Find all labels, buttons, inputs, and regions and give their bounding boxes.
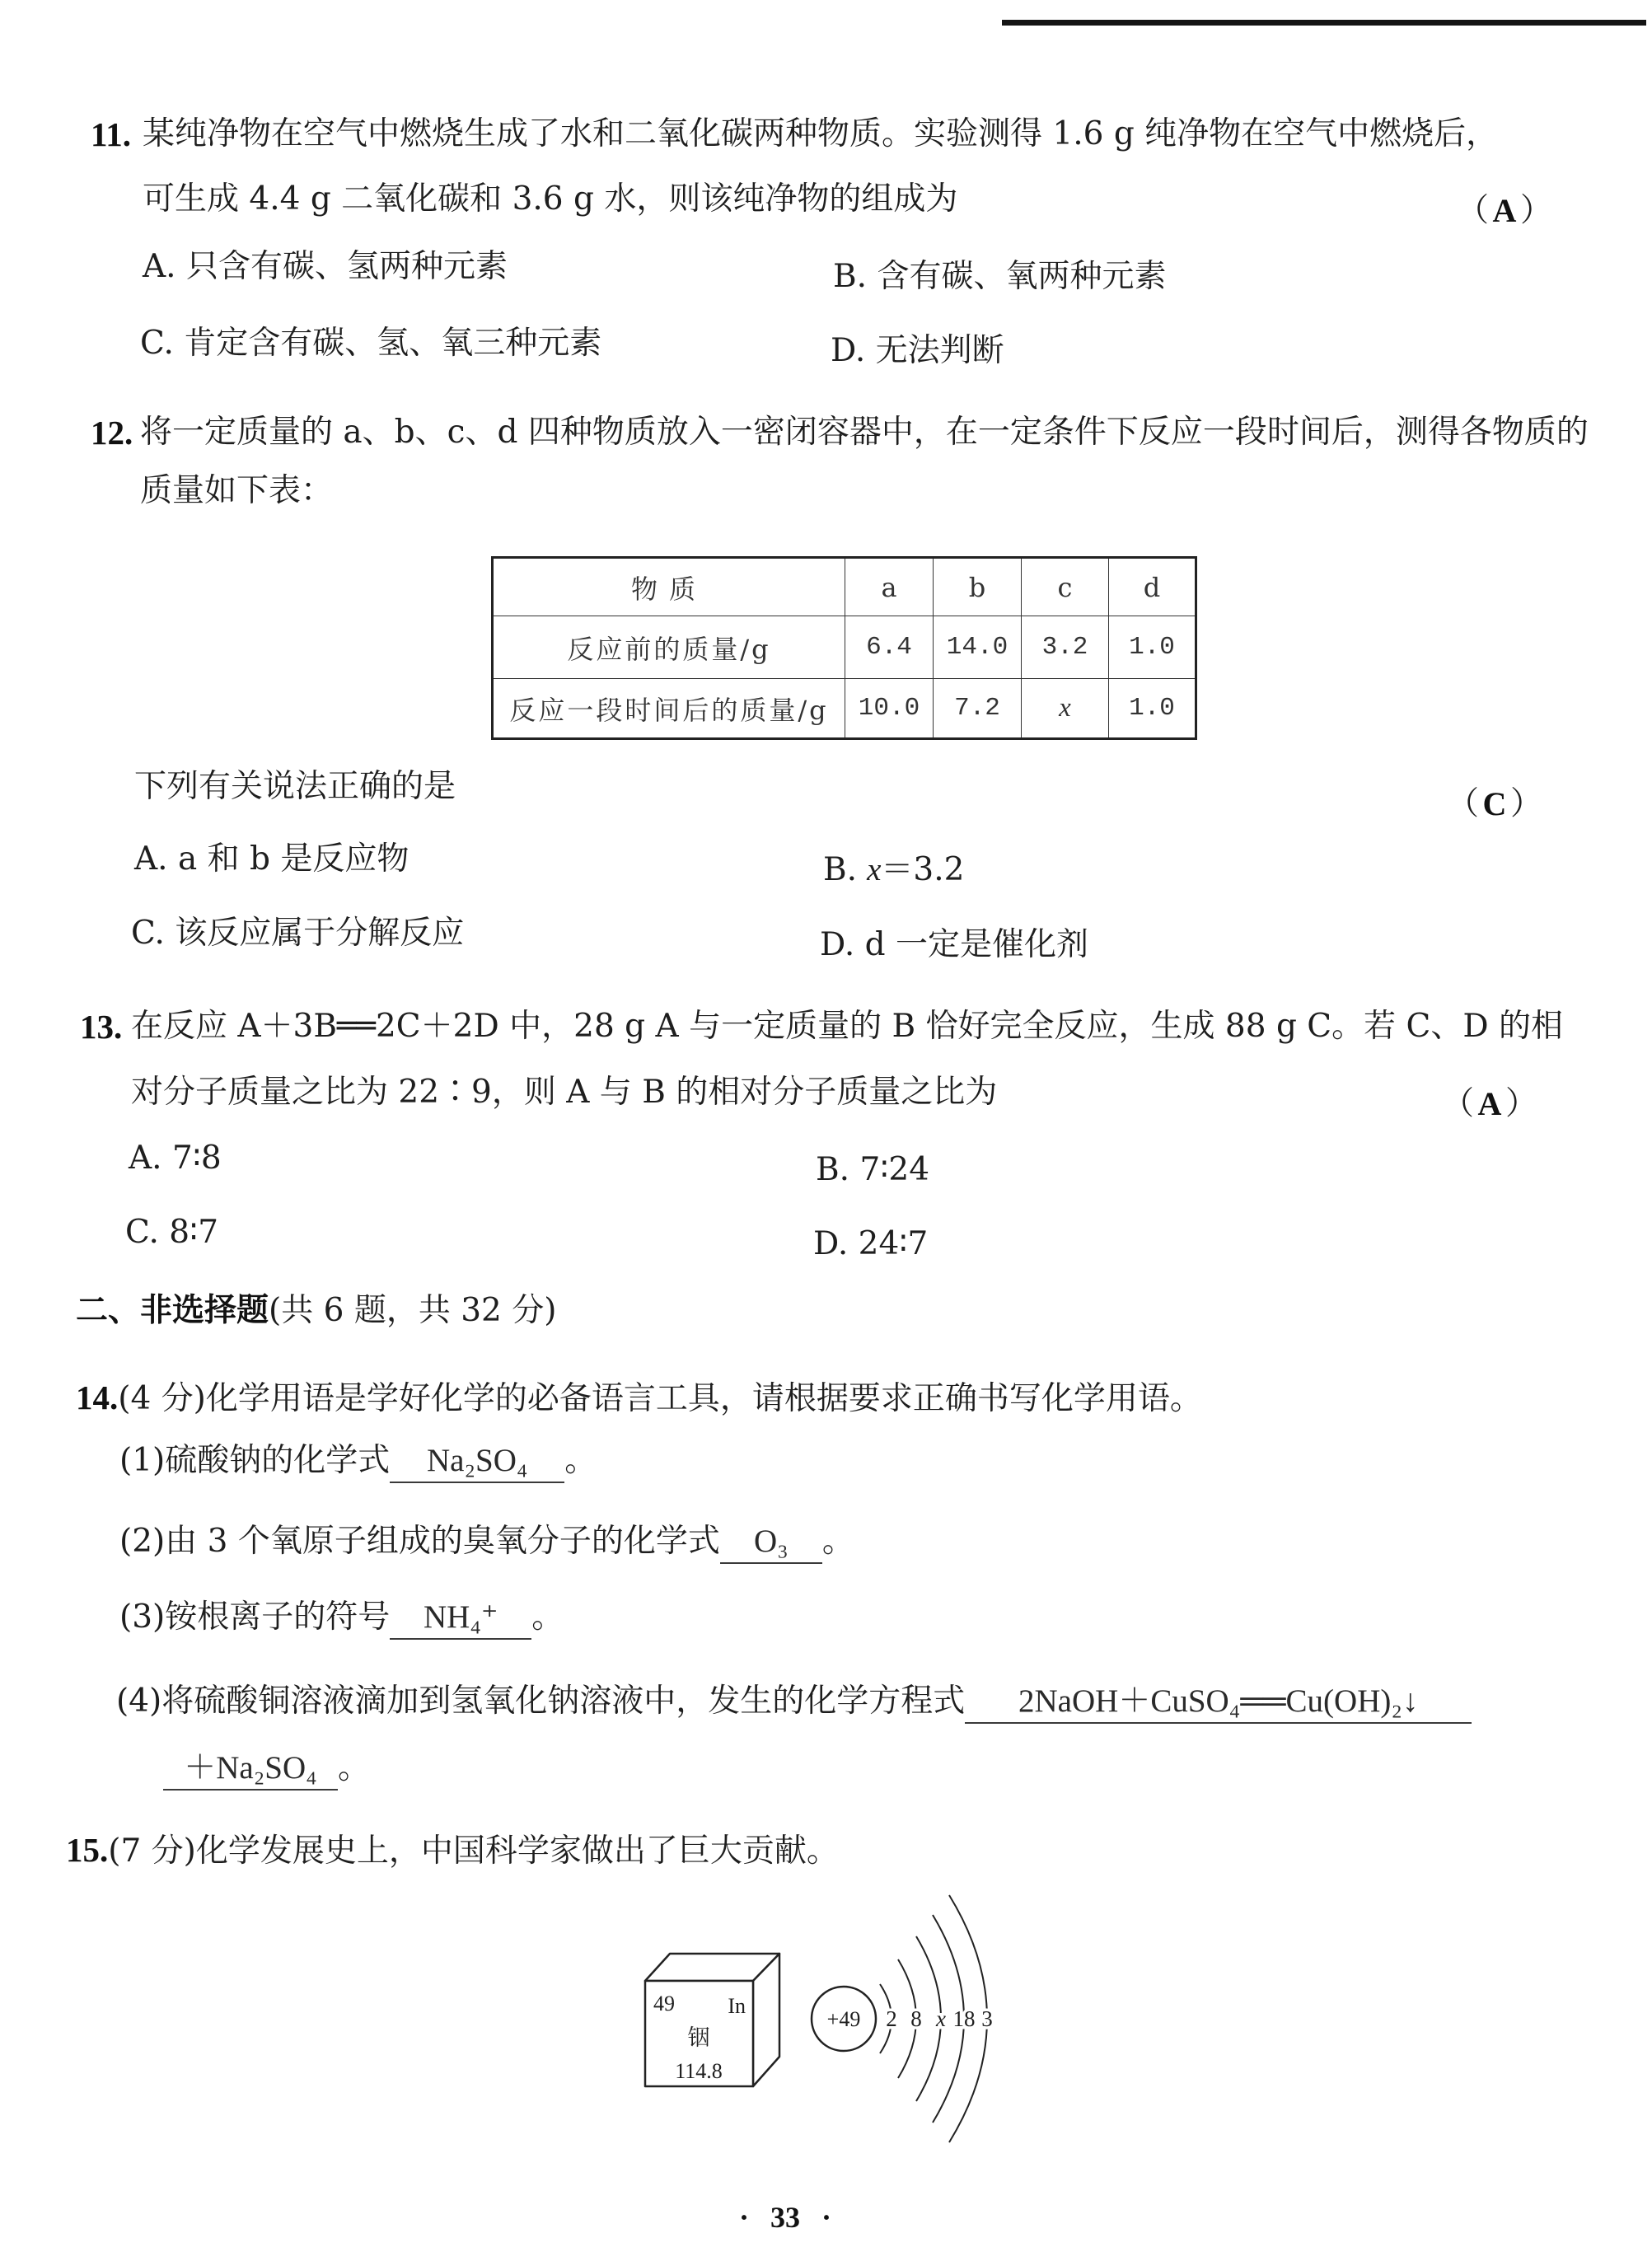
table-header-cell: 物质	[493, 558, 845, 616]
page-number	[725, 2194, 845, 2240]
q11-option-a: A. 只含有碳、氢两种元素	[143, 248, 508, 285]
answer-blank: 2NaOH＋CuSO₄══Cu(OH)₂↓	[965, 1681, 1472, 1724]
item-prompt: (4)将硫酸铜溶液滴加到氢氧化钠溶液中，发生的化学方程式	[116, 1683, 966, 1720]
bracket-open: （	[1447, 785, 1480, 822]
q15-text: 化学发展史上，中国科学家做出了巨大贡献。	[195, 1833, 839, 1870]
q15-number: 15.	[66, 1831, 109, 1869]
shell-electron-count: 18	[952, 2006, 976, 2031]
q14-text: 化学用语是学好化学的必备语言工具，请根据要求正确书写化学用语。	[205, 1380, 1202, 1417]
q12-option-c: C. 该反应属于分解反应	[131, 915, 465, 952]
bracket-close: ）	[1509, 785, 1542, 822]
answer-blank: NH₄⁺	[390, 1597, 531, 1640]
table-header-cell: b	[934, 558, 1022, 616]
q12-line-1: 将一定质量的 a、b、c、d 四种物质放入一密闭容器中，在一定条件下反应一段时间后，测得各物质的	[140, 414, 1589, 451]
q13-option-a: A. 7∶8	[129, 1140, 222, 1177]
item-suffix: 。	[564, 1442, 597, 1479]
q15-stem	[66, 1827, 839, 1873]
q12-option-d: D. d 一定是催化剂	[820, 926, 1089, 963]
q11-answer	[1457, 188, 1552, 234]
atomic-mass: 114.8	[675, 2059, 723, 2083]
section-heading	[76, 1288, 556, 1334]
q14-item-3	[119, 1594, 564, 1641]
table-cell: 14.0	[934, 616, 1022, 679]
q11-line-2: 可生成 4.4 g 二氧化碳和 3.6 g 水，则该纯净物的组成为	[143, 180, 958, 218]
table-header-row	[493, 558, 1196, 616]
table-row-label: 反应一段时间后的质量/g	[493, 679, 845, 739]
bracket-open: （	[1442, 1085, 1475, 1122]
element-name: 铟	[687, 2025, 710, 2051]
answer-blank: Na₂SO₄	[390, 1440, 564, 1483]
table-cell-unknown-x: x	[1022, 679, 1109, 739]
q11-option-b: B. 含有碳、氧两种元素	[833, 258, 1167, 295]
q14-item-1	[119, 1438, 597, 1484]
q14-item-2	[119, 1519, 854, 1565]
table-header-cell: c	[1022, 558, 1109, 616]
q12-option-b	[823, 847, 964, 893]
item-suffix: 。	[531, 1599, 564, 1636]
q12-prompt: 下列有关说法正确的是	[134, 768, 456, 805]
answer-blank-continued: ＋Na₂SO₄	[163, 1748, 338, 1791]
page-dot: ·	[821, 2201, 832, 2234]
item-prompt: (1)硫酸钠的化学式	[119, 1442, 391, 1479]
shell-electron-count: x	[936, 2006, 946, 2031]
q13-option-b: B. 7∶24	[816, 1151, 930, 1188]
bracket-close: ）	[1505, 1085, 1537, 1122]
header-rule	[1002, 20, 1646, 26]
option-value: ＝3.2	[881, 851, 965, 888]
table-cell: 6.4	[845, 616, 934, 679]
section-title: 二、非选择题	[76, 1292, 269, 1329]
option-label: B.	[823, 851, 858, 888]
item-suffix: 。	[821, 1523, 854, 1560]
q12-line-2: 质量如下表：	[140, 472, 334, 509]
table-cell: 1.0	[1109, 679, 1196, 739]
table-row-label: 反应前的质量/g	[493, 616, 845, 679]
atomic-number: 49	[653, 1992, 675, 2015]
item-suffix: 。	[338, 1749, 371, 1786]
q14-stem	[76, 1374, 1202, 1421]
q13-number: 13.	[80, 1008, 123, 1046]
shell-electron-count: 8	[910, 2006, 922, 2031]
q14-item-4-continued	[163, 1745, 370, 1791]
shell-electron-count: 2	[886, 2006, 897, 2031]
item-prompt: (3)铵根离子的符号	[119, 1599, 391, 1636]
q13-answer	[1442, 1081, 1537, 1127]
section-note: (共 6 题，共 32 分)	[269, 1292, 557, 1329]
q13-line-1: 在反应 A＋3B══2C＋2D 中，28 g A 与一定质量的 B 恰好完全反应，生成 88 g C。若 C、D 的相	[131, 1008, 1564, 1045]
q14-number: 14.	[76, 1379, 119, 1416]
shell-electron-count: 3	[981, 2006, 993, 2031]
element-symbol: In	[728, 1994, 746, 2018]
answer-letter: C	[1482, 785, 1507, 822]
answer-letter: A	[1492, 192, 1517, 229]
q12-number: 12.	[91, 414, 133, 452]
table-cell: 3.2	[1022, 616, 1109, 679]
page-number-value: 33	[770, 2201, 800, 2234]
q12-option-a: A. a 和 b 是反应物	[134, 840, 409, 878]
q11-option-d: D. 无法判断	[831, 332, 1004, 369]
table-row	[493, 679, 1196, 739]
q15-score: (7 分)	[108, 1833, 196, 1870]
table-cell: 1.0	[1109, 616, 1196, 679]
indium-figure	[626, 1870, 1022, 2151]
q12-answer	[1447, 781, 1542, 827]
variable-x: x	[867, 852, 882, 887]
q11-option-c: C. 肯定含有碳、氢、氧三种元素	[140, 325, 602, 362]
answer-blank: O₃	[720, 1521, 822, 1564]
bracket-open: （	[1457, 192, 1490, 229]
page-dot: ·	[738, 2201, 749, 2234]
table-header-cell: d	[1109, 558, 1196, 616]
table-header-cell: a	[845, 558, 934, 616]
mass-table	[491, 556, 1197, 740]
q14-score: (4 分)	[118, 1380, 206, 1417]
q13-option-d: D. 24∶7	[813, 1225, 929, 1262]
q13-line-2: 对分子质量之比为 22∶9，则 A 与 B 的相对分子质量之比为	[131, 1074, 998, 1111]
bracket-close: ）	[1519, 192, 1552, 229]
q11-line-1: 某纯净物在空气中燃烧生成了水和二氧化碳两种物质。实验测得 1.6 g 纯净物在空气中燃烧后，	[143, 115, 1499, 152]
q14-item-4	[116, 1678, 1472, 1725]
q13-option-c: C. 8∶7	[125, 1214, 219, 1251]
table-cell: 10.0	[845, 679, 934, 739]
nucleus-charge: +49	[826, 2007, 861, 2031]
table-cell: 7.2	[934, 679, 1022, 739]
q11-number: 11.	[91, 115, 131, 153]
answer-letter: A	[1477, 1085, 1502, 1122]
item-prompt: (2)由 3 个氧原子组成的臭氧分子的化学式	[119, 1523, 720, 1560]
table-row	[493, 616, 1196, 679]
